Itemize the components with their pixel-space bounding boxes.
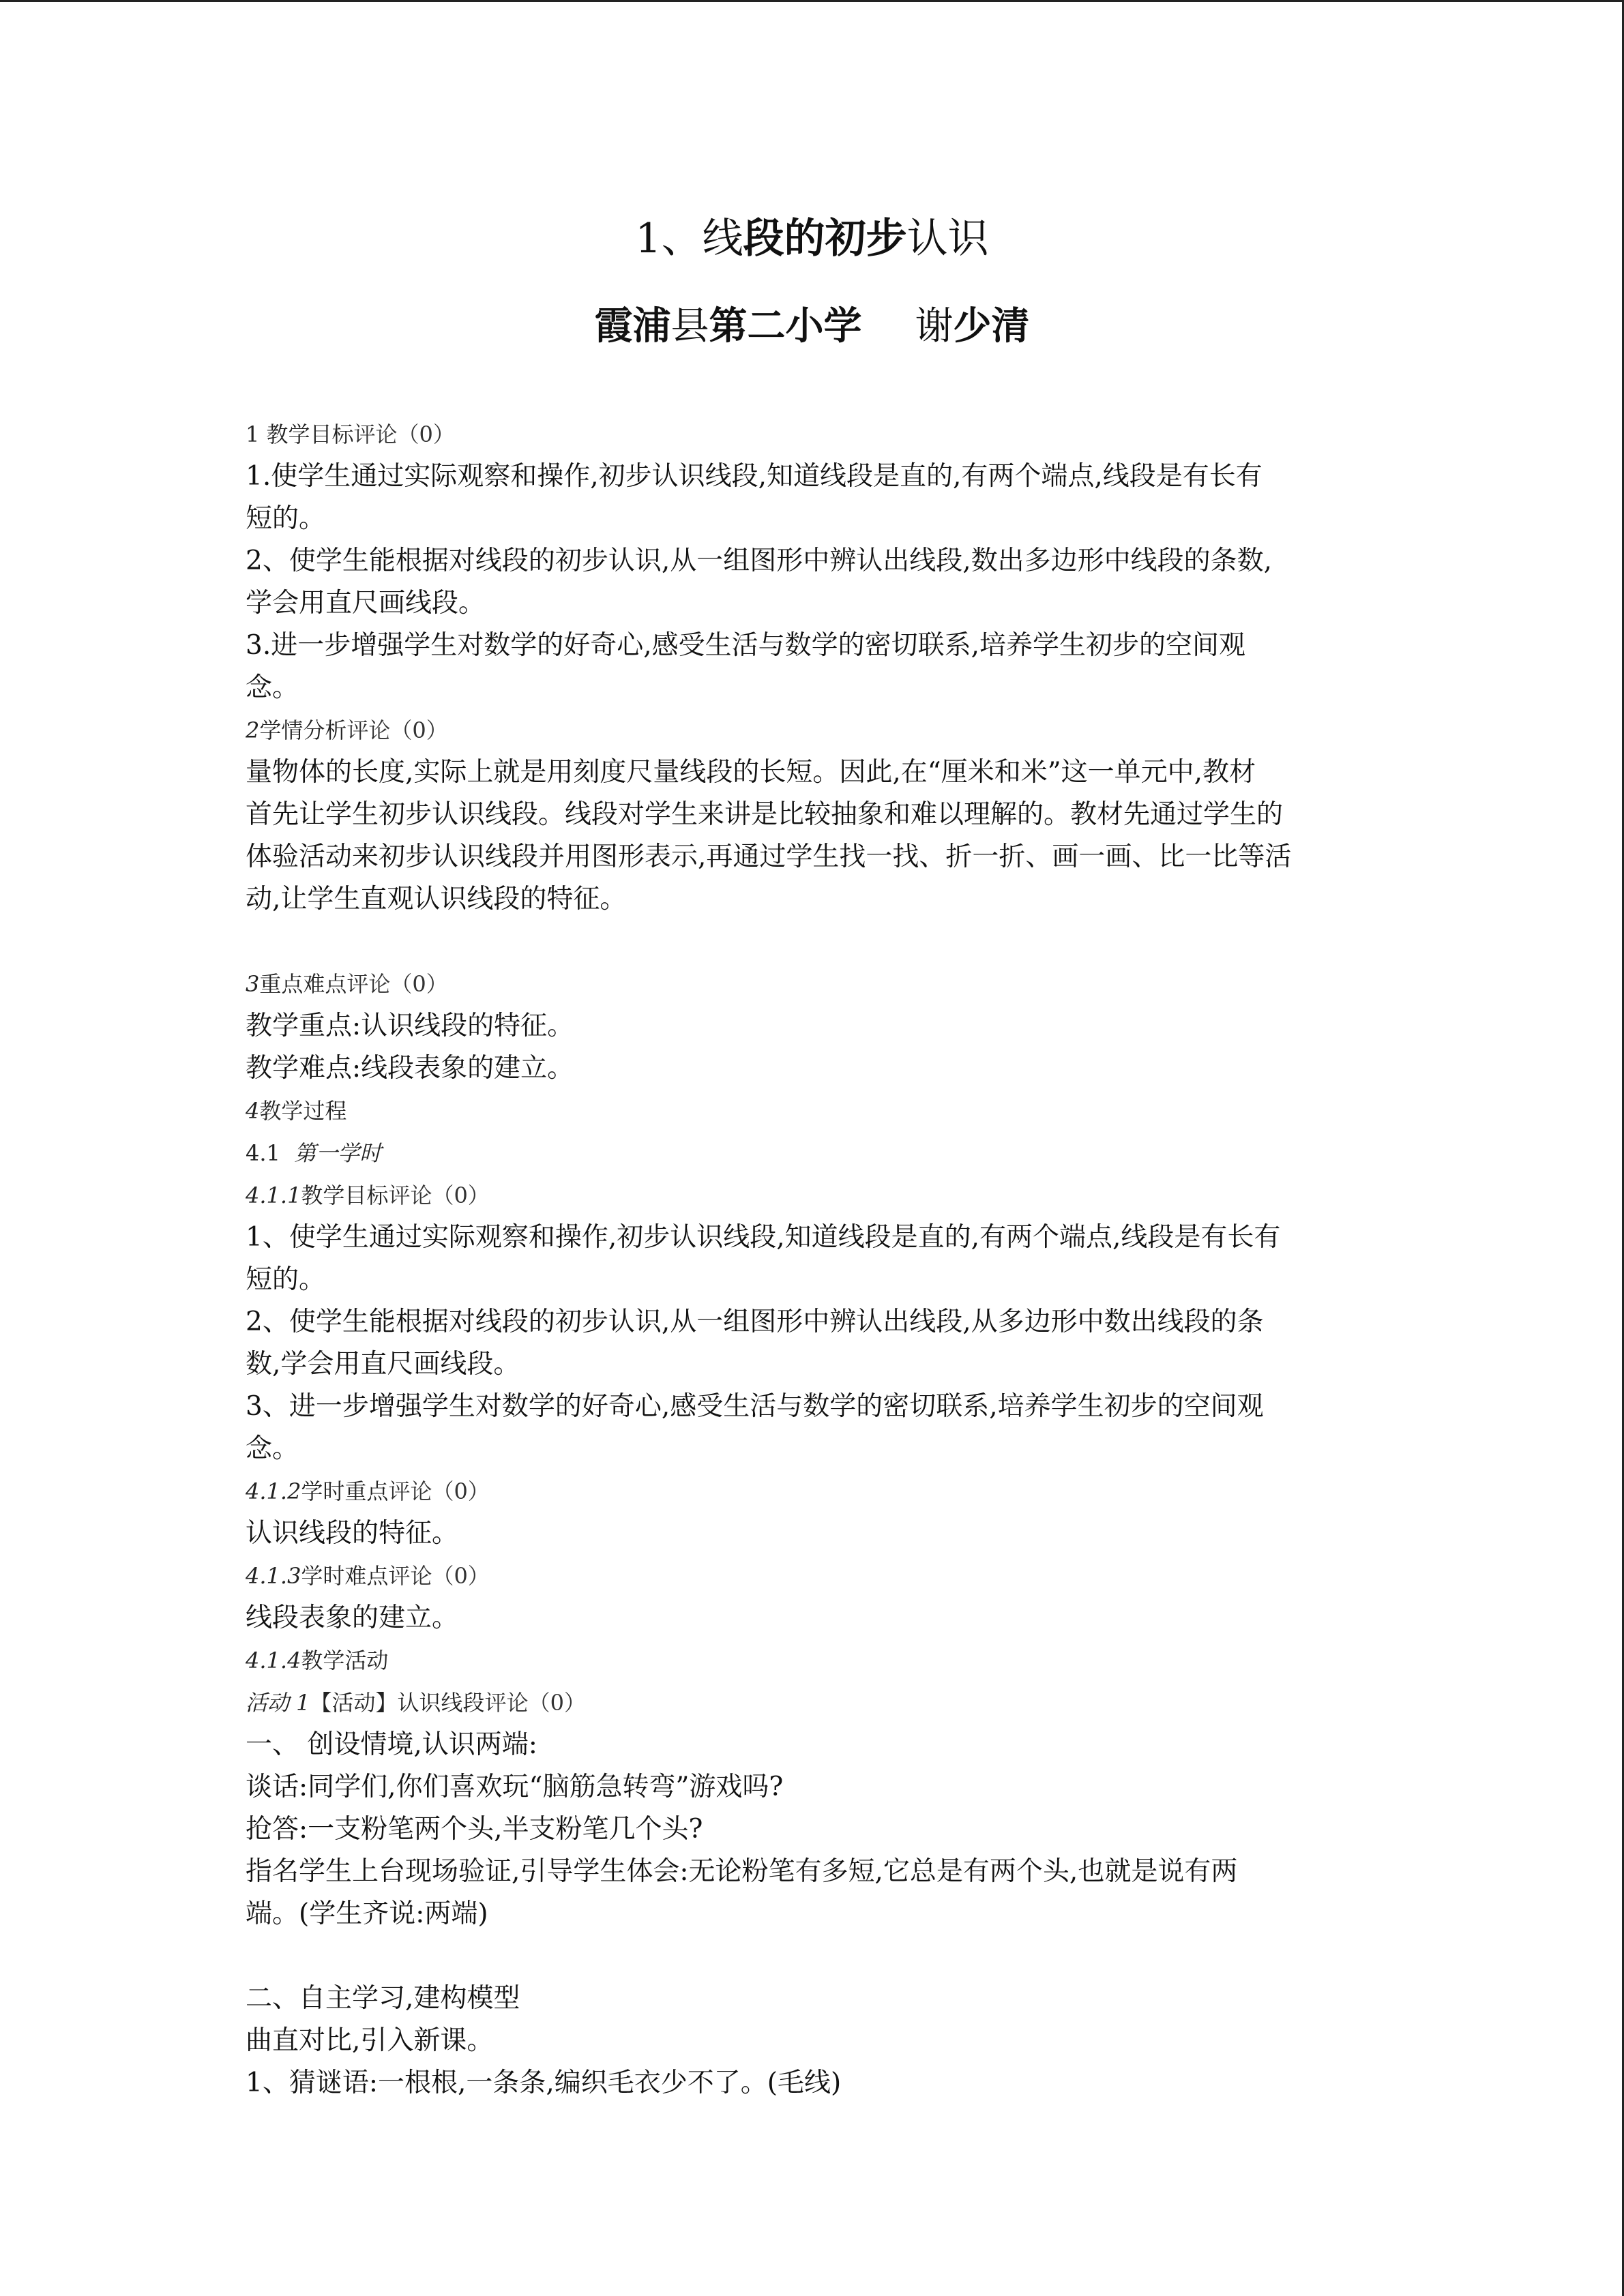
section-number: 2	[246, 717, 260, 743]
section-heading	[246, 709, 1405, 751]
document-body	[246, 413, 1405, 2104]
paragraph-line: 短的。	[246, 503, 326, 534]
paragraph-line: 抢答:一支粉笔两个头,半支粉笔几个头?	[246, 1814, 703, 1845]
section-title: 学时难点	[301, 1563, 389, 1589]
section-heading	[246, 1132, 1405, 1174]
paragraph-line: 念。	[246, 1433, 299, 1464]
title-part: 认识	[906, 215, 989, 263]
section-number: 4	[246, 1098, 260, 1124]
paragraph-line: 念。	[246, 672, 299, 703]
paragraph-line: 线段表象的建立。	[246, 1602, 459, 1633]
top-border	[0, 0, 1624, 2]
spacer	[246, 1935, 1405, 1978]
author-part: 霞浦	[594, 303, 671, 348]
paragraph-line: 首先让学生初步认识线段。线段对学生来讲是比较抽象和难以理解的。教材先通过学生的	[246, 799, 1284, 830]
comment-count[interactable]: 评论（0）	[388, 1478, 490, 1504]
paragraph-line: 教学重点:认识线段的特征。	[246, 1011, 574, 1041]
paragraph-line: 短的。	[246, 1264, 326, 1295]
section-title: 重点难点	[259, 971, 347, 997]
paragraph-line: 一、 创设情境,认识两端:	[246, 1729, 537, 1760]
author-part: 县	[670, 304, 709, 348]
paragraph-line: 端。(学生齐说:两端)	[246, 1898, 488, 1929]
section-number: 4.1.3	[246, 1563, 301, 1589]
paragraph-line: 二、自主学习,建构模型	[246, 1983, 520, 2014]
paragraph-line: 2、使学生能根据对线段的初步认识,从一组图形中辨认出线段,从多边形中数出线段的条	[246, 1307, 1264, 1337]
section-title: 教学目标	[266, 421, 354, 447]
paragraph-line: 1、使学生通过实际观察和操作,初步认识线段,知道线段是直的,有两个端点,线段是有长有	[246, 1222, 1281, 1253]
section-heading	[246, 1555, 1405, 1597]
paragraph-line: 数,学会用直尺画线段。	[246, 1349, 520, 1380]
section-title: 教学活动	[301, 1648, 389, 1673]
document-title	[0, 205, 1624, 273]
section-heading	[246, 1470, 1405, 1512]
document-header	[0, 205, 1624, 361]
paragraph-line: 1、猜谜语:一根根,一条条,编织毛衣少不了。(毛线)	[246, 2068, 842, 2098]
section-heading	[246, 413, 1405, 456]
section-heading	[246, 1174, 1405, 1217]
paragraph-line: 量物体的长度,实际上就是用刻度尺量线段的长短。因此,在“厘米和米”这一单元中,教材	[246, 757, 1256, 788]
section-heading	[246, 1090, 1405, 1132]
section-heading	[246, 1639, 1405, 1682]
paragraph-line: 3.进一步增强学生对数学的好奇心,感受生活与数学的密切联系,培养学生初步的空间观	[246, 630, 1246, 661]
paragraph-line: 教学难点:线段表象的建立。	[246, 1053, 574, 1084]
author-part: 少清	[953, 303, 1030, 348]
paragraph-line: 曲直对比,引入新课。	[246, 2025, 494, 2056]
author-part: 谢	[915, 304, 954, 348]
section-title: 教学过程	[259, 1098, 347, 1124]
paragraph-line: 1.使学生通过实际观察和操作,初步认识线段,知道线段是直的,有两个端点,线段是有长有	[246, 461, 1263, 492]
title-part: 1、线	[635, 215, 743, 263]
comment-count[interactable]: 评论（0）	[388, 1563, 490, 1589]
paragraph-line: 谈话:同学们,你们喜欢玩“脑筋急转弯”游戏吗?	[246, 1772, 784, 1802]
section-number: 1	[246, 421, 260, 447]
section-title: 学情分析	[259, 717, 347, 743]
title-part: 段的初步	[743, 215, 907, 263]
paragraph-line: 3、进一步增强学生对数学的好奇心,感受生活与数学的密切联系,培养学生初步的空间观	[246, 1391, 1264, 1422]
spacer	[246, 921, 1405, 963]
section-title: 第一学时	[294, 1140, 382, 1166]
author-line	[0, 292, 1624, 361]
paragraph-line: 2、使学生能根据对线段的初步认识,从一组图形中辨认出线段,数出多边形中线段的条数,	[246, 546, 1273, 576]
section-number: 4.1	[246, 1140, 280, 1166]
paragraph-line: 体验活动来初步认识线段并用图形表示,再通过学生找一找、折一折、画一画、比一比等活	[246, 841, 1292, 872]
comment-count[interactable]: 评论（0）	[484, 1690, 586, 1716]
section-title: 学时重点	[301, 1478, 389, 1504]
paragraph-line: 学会用直尺画线段。	[246, 588, 486, 618]
comment-count[interactable]: 评论（0）	[353, 421, 455, 447]
paragraph-line: 指名学生上台现场验证,引导学生体会:无论粉笔有多短,它总是有两个头,也就是说有两	[246, 1856, 1238, 1887]
comment-count[interactable]: 评论（0）	[346, 971, 448, 997]
author-part: 第二小学	[709, 303, 862, 348]
comment-count[interactable]: 评论（0）	[388, 1182, 490, 1208]
section-number: 4.1.1	[246, 1182, 301, 1208]
section-heading	[246, 1682, 1405, 1724]
paragraph-line: 动,让学生直观认识线段的特征。	[246, 884, 627, 914]
section-number: 3	[246, 971, 260, 997]
paragraph-line: 认识线段的特征。	[246, 1518, 459, 1549]
section-number: 4.1.4	[246, 1648, 301, 1673]
section-heading	[246, 963, 1405, 1005]
comment-count[interactable]: 评论（0）	[346, 717, 448, 743]
section-title: 教学目标	[301, 1182, 389, 1208]
section-number: 4.1.2	[246, 1478, 301, 1504]
activity-number: 活动 1	[246, 1690, 310, 1716]
activity-title: 【活动】认识线段	[310, 1690, 485, 1716]
